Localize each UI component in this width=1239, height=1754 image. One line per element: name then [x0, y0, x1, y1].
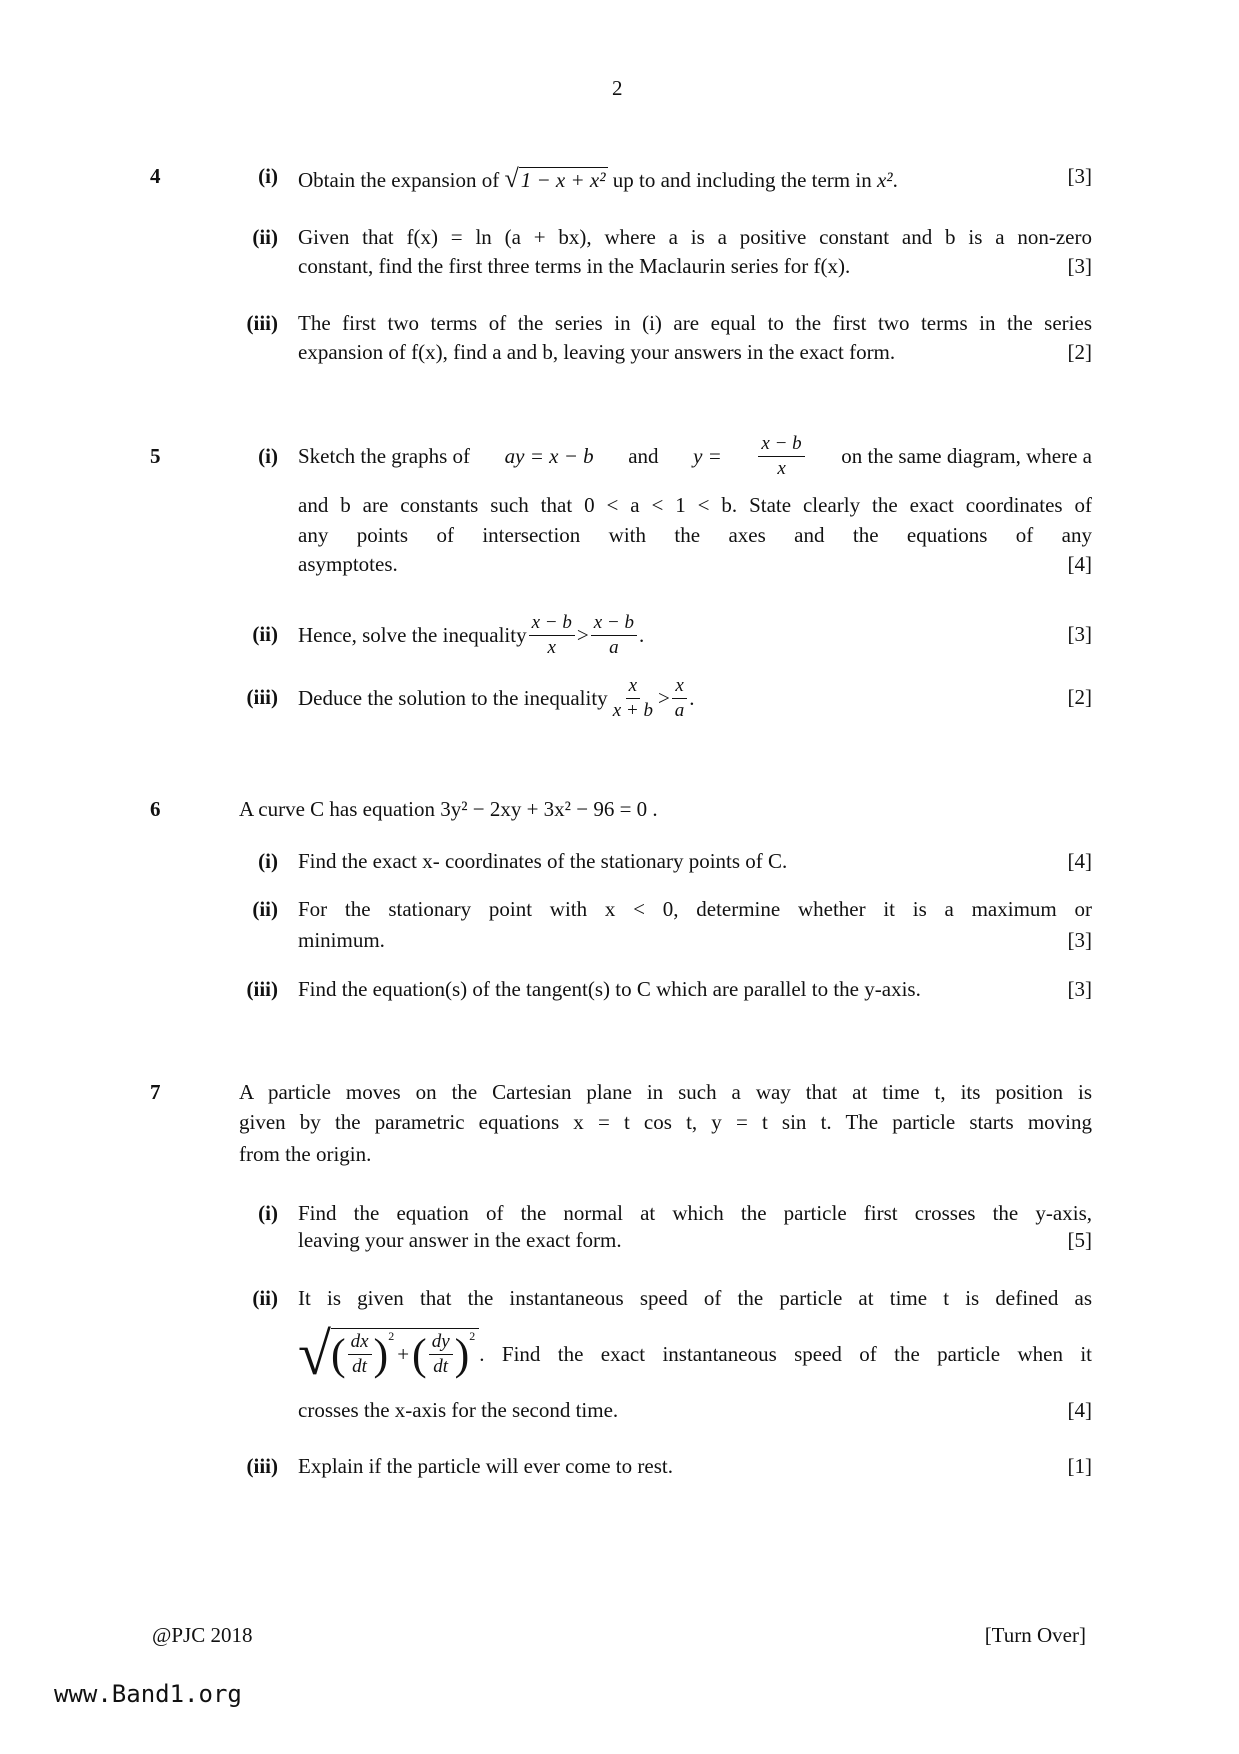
- question-stem: given by the parametric equations x = t cos t, y = t sin t. The particle starts moving: [239, 1110, 1092, 1134]
- part-label: (ii): [252, 225, 278, 249]
- question-stem: A particle moves on the Cartesian plane in such a way that at time t, its position is: [239, 1080, 1092, 1104]
- part-label: (iii): [246, 1454, 278, 1478]
- speed-formula: √ ( $\frac{dx}{dt}$ ) $^2$ + ( $\frac{dy}{dt}$ ) $^2$ . Find the exact instantaneous speed of the particle when it: [298, 1321, 1092, 1387]
- question-number: 7: [150, 1080, 161, 1104]
- question-text: Find the equation of the normal at which the particle first crosses the y-axis,: [298, 1201, 1092, 1225]
- part-label: (ii): [252, 897, 278, 921]
- question-text: The first two terms of the series in (i) are equal to the first two terms in the series: [298, 311, 1092, 335]
- question-text: It is given that the instantaneous speed of the particle at time t is defined as: [298, 1286, 1092, 1310]
- page-number: 2: [612, 76, 623, 100]
- question-text: Explain if the particle will ever come to rest.: [298, 1454, 673, 1478]
- question-text: Deduce the solution to the inequality $\frac{x}{x + b}$ > $\frac{x}{a}$ .: [298, 674, 695, 721]
- sqrt-symbol: √: [504, 164, 519, 193]
- part-label: (ii): [252, 622, 278, 646]
- part-label: (iii): [246, 685, 278, 709]
- marks: [5]: [1067, 1228, 1092, 1252]
- question-text: leaving your answer in the exact form.: [298, 1228, 622, 1252]
- marks: [3]: [1067, 977, 1092, 1001]
- question-text: For the stationary point with x < 0, determine whether it is a maximum or: [298, 897, 1092, 921]
- part-label: (i): [258, 849, 278, 873]
- marks: [2]: [1067, 685, 1092, 709]
- question-text: minimum.: [298, 928, 385, 952]
- fraction: $\frac{x - b}{x}$: [758, 432, 804, 481]
- marks: [4]: [1067, 849, 1092, 873]
- question-text: any points of intersection with the axes and the equations of any: [298, 523, 1092, 547]
- question-stem: A curve C has equation 3y² − 2xy + 3x² − 96 = 0 .: [239, 797, 658, 821]
- question-number: 6: [150, 797, 161, 821]
- marks: [4]: [1067, 1398, 1092, 1422]
- marks: [3]: [1067, 928, 1092, 952]
- marks: [3]: [1067, 164, 1092, 188]
- part-label: (ii): [252, 1286, 278, 1310]
- question-number: 5: [150, 444, 161, 468]
- question-text: and b are constants such that 0 < a < 1 < b. State clearly the exact coordinates of: [298, 493, 1092, 517]
- part-label: (i): [258, 164, 278, 188]
- part-label: (i): [258, 1201, 278, 1225]
- question-text: Given that f(x) = ln (a + bx), where a is a positive constant and b is a non-zero: [298, 225, 1092, 249]
- question-text: Find the exact x- coordinates of the stationary points of C.: [298, 849, 788, 873]
- question-text: Sketch the graphs of ay = x − b and y = $\frac{x - b}{x}$ on the same diagram, where a: [298, 432, 1092, 479]
- part-label: (iii): [246, 977, 278, 1001]
- question-text: Obtain the expansion of √1 − x + x² up to and including the term in x².: [298, 164, 898, 193]
- marks: [3]: [1067, 622, 1092, 646]
- marks: [2]: [1067, 340, 1092, 364]
- question-text: expansion of f(x), find a and b, leaving your answers in the exact form.: [298, 340, 896, 364]
- part-label: (iii): [246, 311, 278, 335]
- question-text: asymptotes.: [298, 552, 398, 576]
- question-stem: from the origin.: [239, 1142, 372, 1166]
- question-number: 4: [150, 164, 161, 188]
- question-text: crosses the x-axis for the second time.: [298, 1398, 619, 1422]
- marks: [4]: [1067, 552, 1092, 576]
- marks: [1]: [1067, 1454, 1092, 1478]
- watermark[interactable]: www.Band1.org: [54, 1680, 242, 1708]
- question-text: constant, find the first three terms in the Maclaurin series for f(x).: [298, 254, 851, 278]
- marks: [3]: [1067, 254, 1092, 278]
- footer-turn-over: [Turn Over]: [984, 1623, 1086, 1647]
- question-text: Hence, solve the inequality $\frac{x - b}{x}$ > $\frac{x - b}{a}$ .: [298, 611, 645, 658]
- footer-copyright: @PJC 2018: [152, 1623, 253, 1647]
- part-label: (i): [258, 444, 278, 468]
- question-text: Find the equation(s) of the tangent(s) to C which are parallel to the y-axis.: [298, 977, 921, 1001]
